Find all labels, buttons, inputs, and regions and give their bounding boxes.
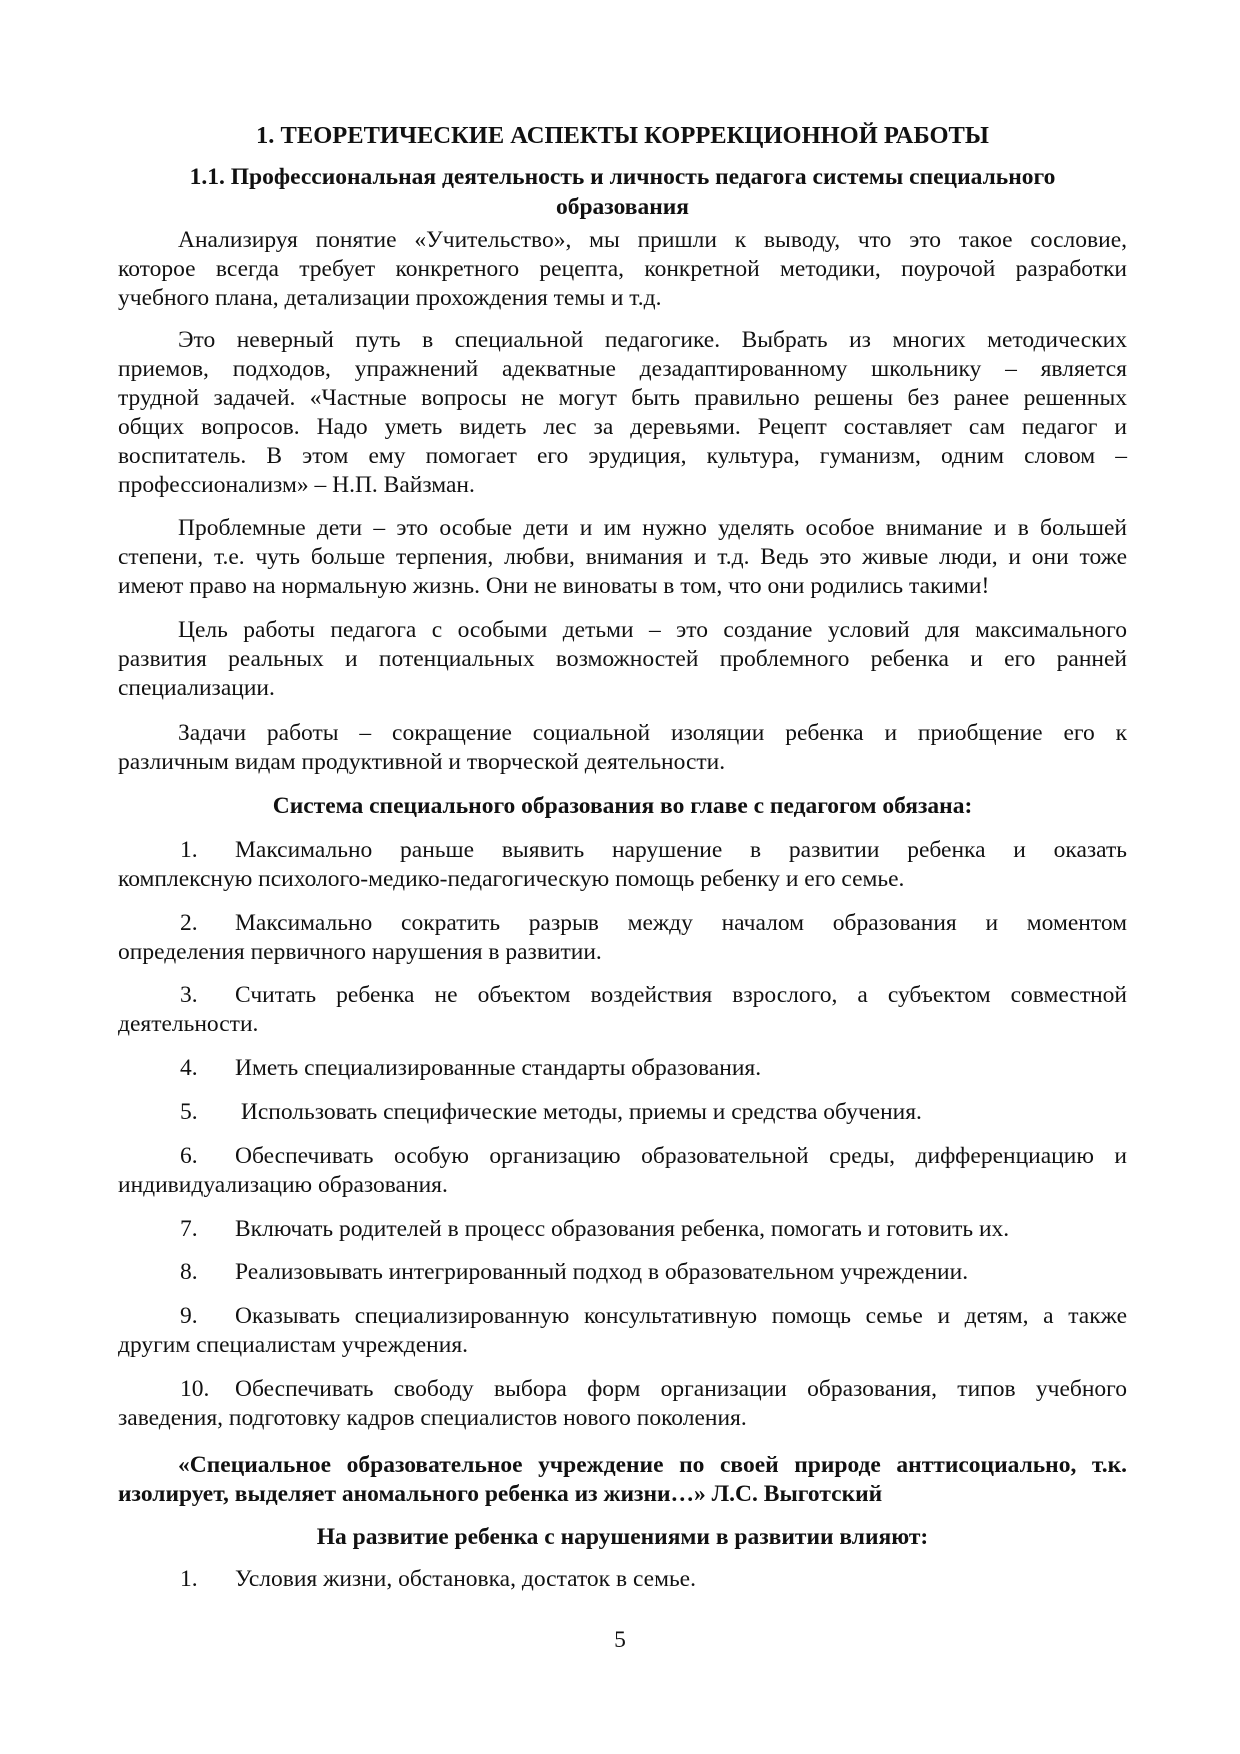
text-line: имеют право на нормальную жизнь. Они не виноваты в том, что они родились такими! <box>118 573 990 599</box>
list-item-text: Обеспечивать особую организацию образовательной среды, дифференциацию и <box>235 1143 1127 1169</box>
list-number: 5. <box>180 1099 198 1125</box>
list-item <box>118 1215 1127 1244</box>
list-item-text: Максимально сократить разрыв между началом образования и моментом <box>235 910 1127 936</box>
list-item <box>118 1142 1127 1200</box>
text-line: Проблемные дети – это особые дети и им нужно уделять особое внимание и в большей <box>178 515 1127 541</box>
list-number: 6. <box>180 1143 198 1169</box>
text-line: профессионализм» – Н.П. Вайзман. <box>118 472 475 498</box>
list-number: 1. <box>180 1566 198 1592</box>
list-item-line <box>118 1258 1127 1287</box>
text-line: общих вопросов. Надо уметь видеть лес за деревьями. Рецепт составляет сам педагог и <box>118 414 1127 440</box>
text-line: Анализируя понятие «Учительство», мы пришли к выводу, что это такое сословие, <box>178 227 1127 253</box>
text-line: трудной задачей. «Частные вопросы не могут быть правильно решены без ранее решенных <box>118 385 1127 411</box>
list-item-text: Максимально раньше выявить нарушение в развитии ребенка и оказать <box>235 837 1127 863</box>
list-number: 1. <box>180 837 198 863</box>
list-item-text: Оказывать специализированную консультативную помощь семье и детям, а также <box>235 1303 1127 1329</box>
section-title <box>118 162 1127 222</box>
text-line: воспитатель. В этом ему помогает его эрудиция, культура, гуманизм, одним словом – <box>118 443 1127 469</box>
list-item-line: определения первичного нарушения в развитии. <box>118 939 602 965</box>
list-item-line <box>118 1302 1127 1331</box>
list-number: 10. <box>180 1376 210 1402</box>
text-line: Это неверный путь в специальной педагогике. Выбрать из многих методических <box>178 327 1127 353</box>
influences-heading: На развитие ребенка с нарушениями в развитии влияют: <box>316 1524 929 1550</box>
list-item-line: заведения, подготовку кадров специалистов нового поколения. <box>118 1405 747 1431</box>
text-line: Цель работы педагога с особыми детьми – это создание условий для максимального <box>178 617 1127 643</box>
list-item <box>118 909 1127 967</box>
paragraph <box>118 226 1127 313</box>
text-line: изолирует, выделяет аномального ребенка из жизни…» Л.С. Выготский <box>118 1481 883 1507</box>
list-item-line <box>118 909 1127 938</box>
duties-heading: Система специального образования во главе с педагогом обязана: <box>272 793 973 819</box>
text-line: которое всегда требует конкретного рецепта, конкретной методики, поурочой разработки <box>118 256 1127 282</box>
list-item-line <box>118 1054 1127 1083</box>
vygotsky-quote <box>118 1452 1127 1510</box>
list-item-line: деятельности. <box>118 1011 259 1037</box>
list-item <box>118 1565 1127 1594</box>
list-number: 8. <box>180 1259 198 1285</box>
paragraph <box>118 719 1127 777</box>
text-line: специализации. <box>118 675 275 701</box>
text-line: различным видам продуктивной и творческой деятельности. <box>118 749 726 775</box>
list-item-text: Обеспечивать свободу выбора форм организации образования, типов учебного <box>235 1376 1127 1402</box>
list-item <box>118 1054 1127 1083</box>
text-line: Задачи работы – сокращение социальной изоляции ребенка и приобщение его к <box>178 720 1127 746</box>
list-number: 9. <box>180 1303 198 1329</box>
list-item-line <box>118 1215 1127 1244</box>
list-item-line <box>118 1098 1127 1127</box>
paragraph <box>118 514 1127 601</box>
list-number: 3. <box>180 982 198 1008</box>
list-item-line <box>118 981 1127 1010</box>
text-line: приемов, подходов, упражнений адекватные дезадаптированному школьнику – является <box>118 356 1127 382</box>
list-item <box>118 836 1127 894</box>
list-item-line <box>118 1375 1127 1404</box>
list-item-line <box>118 836 1127 865</box>
list-item-text: Использовать специфические методы, приемы и средства обучения. <box>235 1099 922 1125</box>
text-line: степени, т.е. чуть больше терпения, любви, внимания и т.д. Ведь это живые люди, и они тоже <box>118 544 1127 570</box>
list-item <box>118 981 1127 1039</box>
text-line: «Специальное образовательное учреждение по своей природе анттисоциально, т.к. <box>178 1452 1127 1478</box>
list-item-line: другим специалистам учреждения. <box>118 1332 469 1358</box>
list-item-text: Реализовывать интегрированный подход в образовательном учреждении. <box>235 1259 969 1285</box>
chapter-title <box>118 121 1127 150</box>
list-item-line: индивидуализацию образования. <box>118 1172 448 1198</box>
list-item-line <box>118 1565 1127 1594</box>
list-item-text: Иметь специализированные стандарты образования. <box>235 1055 762 1081</box>
list-item-line <box>118 1142 1127 1171</box>
list-number: 2. <box>180 910 198 936</box>
chapter-title-text: 1. ТЕОРЕТИЧЕСКИЕ АСПЕКТЫ КОРРЕКЦИОННОЙ РАБОТЫ <box>256 122 989 149</box>
list-item <box>118 1258 1127 1287</box>
list-number: 4. <box>180 1055 198 1081</box>
section-title-line: 1.1. Профессиональная деятельность и личность педагога системы специального <box>189 164 1056 190</box>
list-item-text: Считать ребенка не объектом воздействия взрослого, а субъектом совместной <box>235 982 1127 1008</box>
text-line: учебного плана, детализации прохождения темы и т.д. <box>118 285 662 311</box>
list-item-text: Условия жизни, обстановка, достаток в семье. <box>235 1566 696 1592</box>
list-item-text: Включать родителей в процесс образования ребенка, помогать и готовить их. <box>235 1216 1010 1242</box>
list-number: 7. <box>180 1216 198 1242</box>
list-item-line: комплексную психолого-медико-педагогическую помощь ребенку и его семье. <box>118 866 905 892</box>
paragraph <box>118 326 1127 500</box>
page-number: 5 <box>614 1627 626 1653</box>
list-item <box>118 1375 1127 1433</box>
list-item <box>118 1098 1127 1127</box>
section-title-line: образования <box>555 194 690 220</box>
list-item <box>118 1302 1127 1360</box>
text-line: развития реальных и потенциальных возможностей проблемного ребенка и его ранней <box>118 646 1127 672</box>
paragraph <box>118 616 1127 703</box>
